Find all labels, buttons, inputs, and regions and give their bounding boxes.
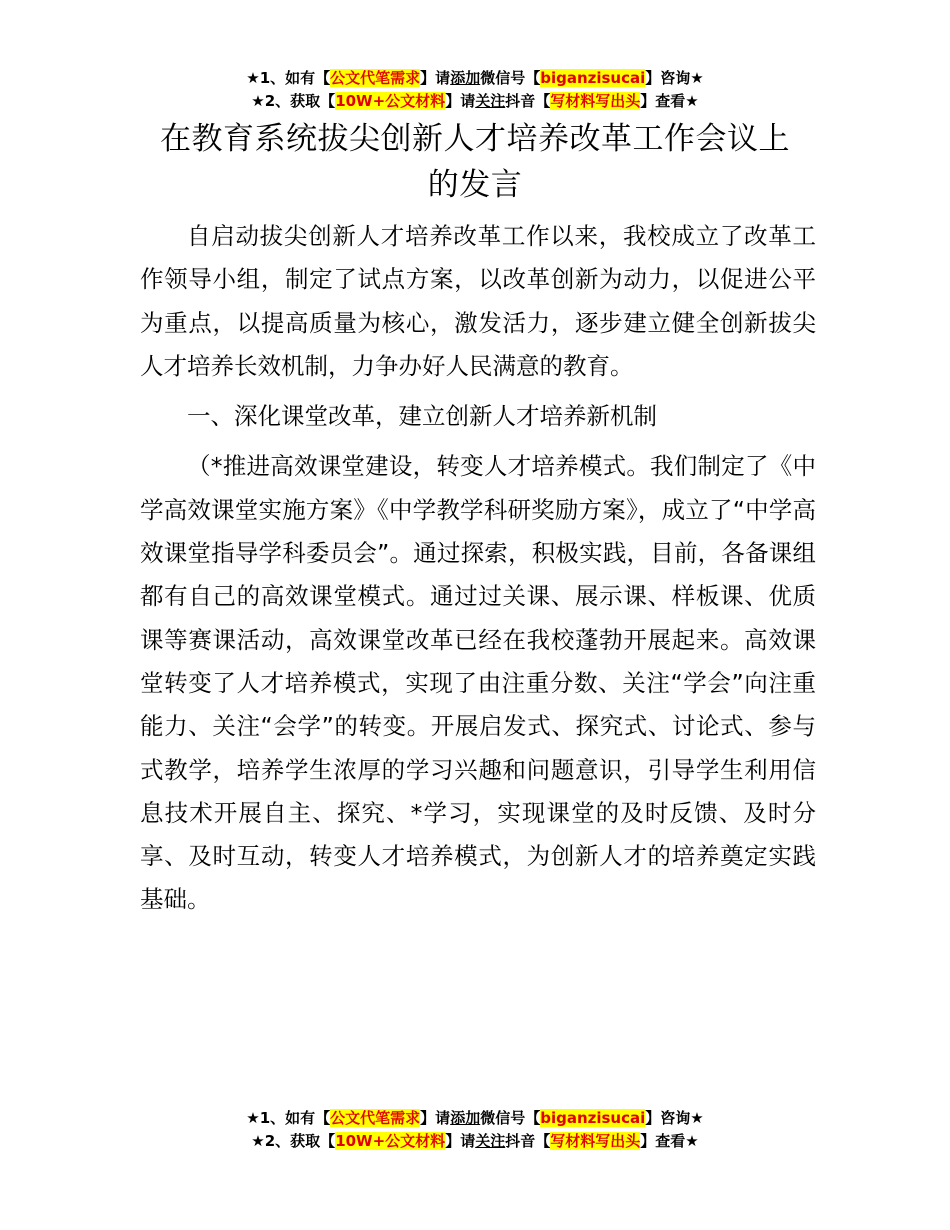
banner-text: 微信号【 [480, 69, 541, 87]
banner-text: 】请 [420, 1109, 451, 1127]
banner-text: 】咨询★ [645, 69, 704, 87]
banner-douyin-id: 写材料写出头 [550, 1132, 641, 1150]
banner-text: ★1、如有【 [246, 69, 331, 87]
banner-line-1 [0, 1107, 950, 1130]
banner-text: 】咨询★ [645, 1109, 704, 1127]
banner-wechat-id: biganzisucai [540, 69, 646, 87]
banner-text: 】请 [420, 69, 451, 87]
banner-underline: 关注 [475, 1132, 506, 1150]
intro-paragraph: 自启动拔尖创新人才培养改革工作以来，我校成立了改革工作领导小组，制定了试点方案，以改革创新为动力，以促进公平为重点，以提高质量为核心，激发活力，逐步建立健全创新拔尖人才培养长效机制，力争办好人民满意的教育。 [140, 222, 816, 380]
banner-highlight: 公文代笔需求 [330, 1109, 421, 1127]
banner-line-2 [0, 90, 950, 113]
banner-line-2 [0, 1130, 950, 1153]
banner-text: 抖音【 [505, 92, 551, 110]
section-paragraph: （*推进高效课堂建设，转变人才培养模式。我们制定了《中学高效课堂实施方案》《中学教学科研奖励方案》，成立了“中学高效课堂指导学科委员会”。通过探索，积极实践，目前，各备课组都有自己的高效课堂模式。通过过关课、展示课、样板课、优质课等赛课活动，高效课堂改革已经在我校蓬勃开展起来。高效课堂转变了人才培养模式，实现了由注重分数、关注“学会”向注重能力、关注“会学”的转变。开展启发式、探究式、讨论式、参与式教学，培养学生浓厚的学习兴趣和问题意识，引导学生利用信息技术开展自主、探究、*学习，实现课堂的及时反馈、及时分享、及时互动，转变人才培养模式，为创新人才的培养奠定实践基础。 [140, 452, 816, 914]
banner-highlight: 10W+公文材料 [335, 1132, 446, 1150]
banner-text: ★2、获取【 [251, 92, 336, 110]
banner-text: 】查看★ [640, 1132, 699, 1150]
title-line-1: 在教育系统拔尖创新人才培养改革工作会议上 [160, 121, 790, 157]
banner-underline: 关注 [475, 92, 506, 110]
document-body [140, 215, 816, 922]
banner-underline: 添加 [450, 1109, 481, 1127]
banner-text: 抖音【 [505, 1132, 551, 1150]
banner-underline: 添加 [450, 69, 481, 87]
banner-highlight: 10W+公文材料 [335, 92, 446, 110]
section-heading: 一、深化课堂改革，建立创新人才培养新机制 [187, 402, 657, 431]
banner-text: ★1、如有【 [246, 1109, 331, 1127]
footer-banner [0, 1107, 950, 1153]
banner-line-1 [0, 67, 950, 90]
banner-text: 】查看★ [640, 92, 699, 110]
title-line-2: 的发言 [427, 167, 523, 203]
banner-text: 微信号【 [480, 1109, 541, 1127]
banner-text: 】请 [445, 1132, 476, 1150]
banner-text: 】请 [445, 92, 476, 110]
banner-highlight: 公文代笔需求 [330, 69, 421, 87]
banner-douyin-id: 写材料写出头 [550, 92, 641, 110]
document-title [140, 116, 810, 208]
banner-text: ★2、获取【 [251, 1132, 336, 1150]
header-banner [0, 67, 950, 113]
banner-wechat-id: biganzisucai [540, 1109, 646, 1127]
